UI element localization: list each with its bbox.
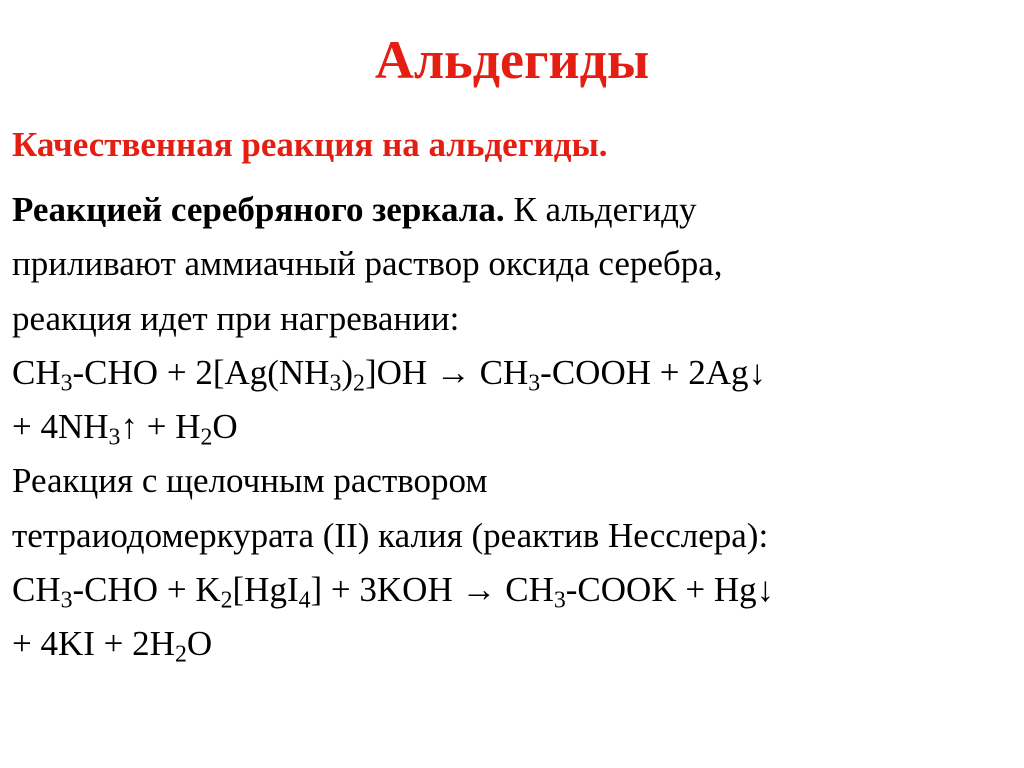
eq2-text: [HgI — [232, 570, 299, 610]
eq1-text: -COOH + 2Ag↓ — [540, 352, 767, 392]
eq2-text: + 4KI + 2H — [12, 624, 175, 664]
eq2-subscript: 3 — [553, 587, 566, 614]
eq2-text: O — [186, 624, 213, 664]
eq2-subscript: 2 — [220, 587, 233, 614]
eq1-text: ↑ + H — [120, 407, 201, 447]
eq1-text: -CHO + 2[Ag(NH — [72, 352, 330, 392]
eq2-subscript: 3 — [60, 587, 73, 614]
eq1-text: ]OH → CH — [364, 352, 529, 392]
equation1-line2 — [12, 400, 1017, 454]
eq1-text: + 4NH — [12, 407, 109, 447]
eq1-subscript: 3 — [108, 424, 121, 451]
equation1-line1 — [12, 346, 1017, 400]
slide-body — [12, 183, 1017, 672]
eq1-subscript: 2 — [200, 424, 213, 451]
slide-subtitle: Качественная реакция на альдегиды. — [12, 125, 608, 164]
silver-mirror-heading: Реакцией серебряного зеркала. — [12, 190, 505, 229]
eq2-subscript: 4 — [298, 587, 311, 614]
eq1-subscript: 3 — [60, 370, 73, 397]
eq2-text: ] + 3KOH → CH — [310, 570, 554, 610]
eq1-subscript: 3 — [329, 370, 342, 397]
eq2-subscript: 2 — [174, 642, 187, 669]
eq1-text: O — [212, 407, 238, 447]
eq1-text: CH — [12, 352, 61, 392]
para1-text-1: К альдегиду — [504, 190, 697, 229]
para1-line1 — [12, 183, 1017, 237]
eq1-subscript: 2 — [353, 370, 365, 397]
para2-line2: тетраиодомеркурата (II) калия (реактив Несслера): — [12, 515, 769, 555]
para1-line2: приливают аммиачный раствор оксида серебра, — [12, 244, 723, 284]
eq1-subscript: 3 — [528, 370, 541, 397]
para2-line1: Реакция с щелочным раствором — [12, 461, 488, 501]
eq2-text: CH — [12, 570, 61, 610]
equation2-line2 — [12, 617, 1017, 671]
eq1-text: ) — [341, 352, 354, 392]
eq2-text: -COOK + Hg↓ — [565, 570, 775, 610]
slide-title: Альдегиды — [374, 30, 650, 90]
equation2-line1 — [12, 563, 1017, 617]
eq2-text: -CHO + K — [72, 570, 221, 610]
para1-line3: реакция идет при нагревании: — [12, 298, 460, 338]
